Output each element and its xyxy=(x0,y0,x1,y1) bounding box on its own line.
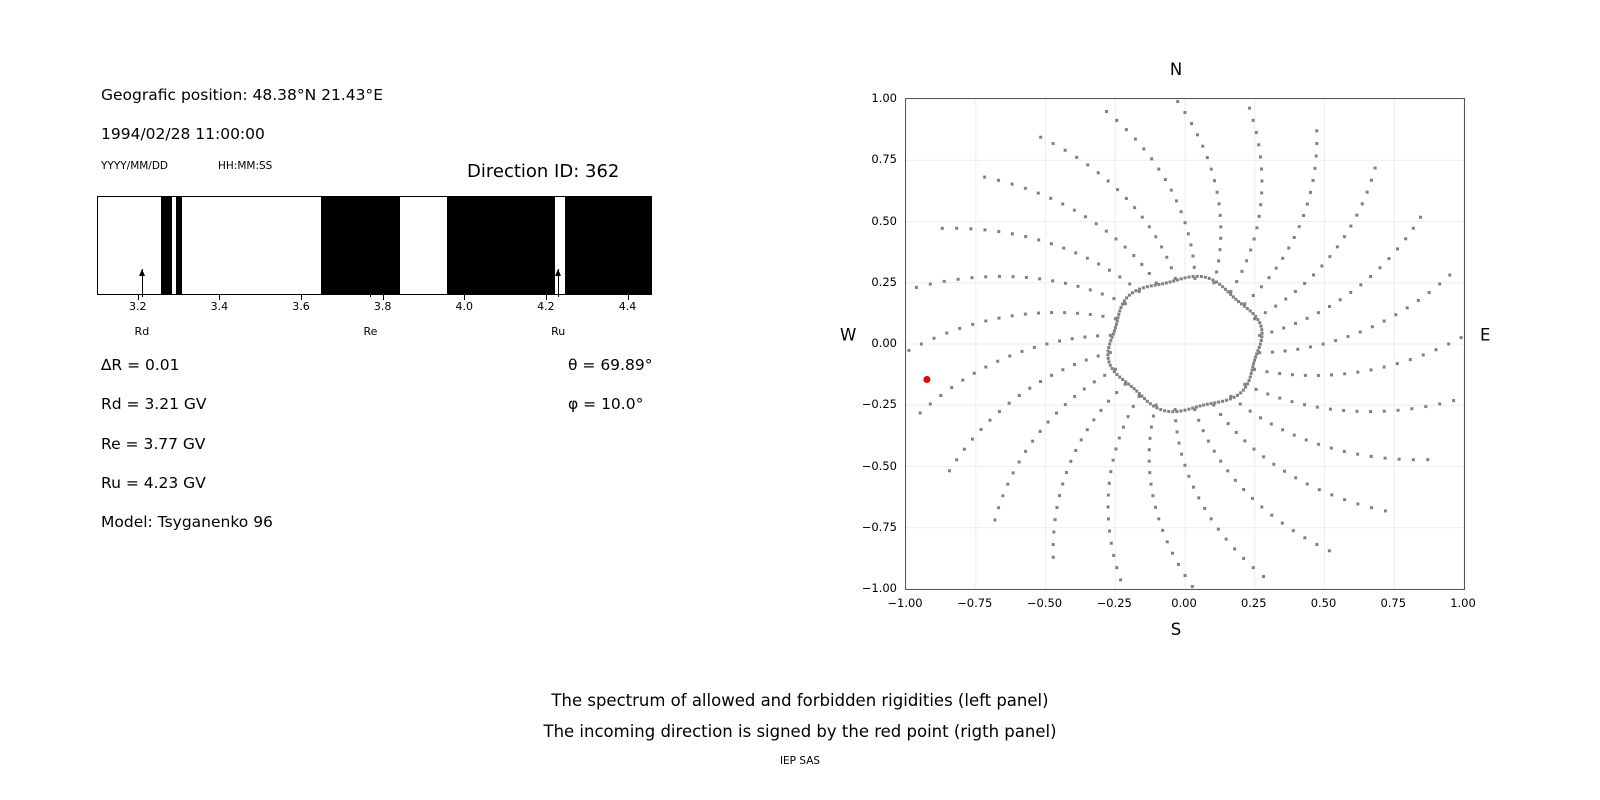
axis-tick-label: 4.2 xyxy=(537,300,555,313)
y-axis-tick-label: −0.50 xyxy=(861,458,897,473)
marker-label-re: Re xyxy=(363,325,378,338)
compass-east-label: E xyxy=(1480,325,1491,345)
spectrum-band xyxy=(97,196,652,295)
axis-tick-label: 3.6 xyxy=(292,300,310,313)
x-axis-tick-label: −0.50 xyxy=(1026,596,1063,610)
forbidden-band xyxy=(176,197,182,294)
spectrum-x-axis xyxy=(97,295,652,338)
y-axis-tick-label: −0.25 xyxy=(861,397,897,412)
date-format-hint: YYYY/MM/DD xyxy=(101,160,169,172)
incoming-direction-point xyxy=(923,376,930,383)
y-axis-tick-label: −0.75 xyxy=(861,519,897,534)
caption-line-1: The spectrum of allowed and forbidden rigidities (left panel) xyxy=(551,691,1049,710)
caption-line-2: The incoming direction is signed by the red point (rigth panel) xyxy=(543,722,1057,741)
x-axis-tick-label: −0.25 xyxy=(1096,596,1132,610)
marker-ru xyxy=(558,269,559,297)
rd-value: Rd = 3.21 GV xyxy=(101,395,207,413)
rigidity-spectrum-chart xyxy=(97,196,652,295)
time-format-hint: HH:MM:SS xyxy=(218,160,273,172)
direction-scatter-plot xyxy=(905,98,1465,590)
phi-value: φ = 10.0° xyxy=(568,395,644,413)
marker-label-ru: Ru xyxy=(551,325,566,338)
y-axis-tick-label: 1.00 xyxy=(871,91,897,105)
geographic-position-label: Geografic position: 48.38°N 21.43°E xyxy=(101,86,384,104)
x-axis-tick-label: 0.50 xyxy=(1310,596,1337,610)
compass-north-label: N xyxy=(1169,60,1183,79)
direction-id-label: Direction ID: 362 xyxy=(467,161,620,182)
forbidden-band xyxy=(161,197,171,294)
x-axis-tick-label: 0.00 xyxy=(1171,596,1197,610)
direction-polar-panel xyxy=(820,40,1560,640)
x-axis-tick-label: −0.75 xyxy=(957,596,993,610)
axis-tick-label: 3.2 xyxy=(129,300,147,313)
scatter-svg xyxy=(906,99,1464,589)
delta-r-value: ∆R = 0.01 xyxy=(101,356,180,374)
axis-tick-label: 3.8 xyxy=(373,300,392,313)
y-axis-tick-label: 0.00 xyxy=(871,336,897,350)
axis-tick-label: 4.4 xyxy=(618,300,637,313)
y-axis-tick-label: 0.25 xyxy=(871,274,897,289)
x-axis-tick-label: 0.75 xyxy=(1380,596,1407,610)
forbidden-band xyxy=(447,197,555,294)
forbidden-band xyxy=(565,197,652,294)
x-axis-tick-label: −1.00 xyxy=(887,596,923,610)
re-value: Re = 3.77 GV xyxy=(101,435,206,453)
compass-south-label: S xyxy=(1170,620,1182,639)
axis-tick-label: 4.0 xyxy=(455,300,474,313)
y-axis-tick-label: 0.75 xyxy=(871,152,897,167)
figure-caption xyxy=(0,685,1600,747)
datetime-label: 1994/02/28 11:00:00 xyxy=(101,125,265,143)
credit-label: IEP SAS xyxy=(779,755,821,767)
x-axis-tick-label: 0.25 xyxy=(1240,596,1267,610)
model-value: Model: Tsyganenko 96 xyxy=(101,513,273,531)
forbidden-band xyxy=(321,197,401,294)
marker-re xyxy=(370,269,371,297)
ru-value: Ru = 4.23 GV xyxy=(101,474,206,492)
axis-tick-label: 3.4 xyxy=(210,300,229,313)
compass-west-label: W xyxy=(840,325,857,345)
spectrum-panel xyxy=(0,0,760,660)
theta-value: θ = 69.89° xyxy=(568,356,653,374)
y-axis-tick-label: −1.00 xyxy=(861,581,897,595)
x-axis-tick-label: 1.00 xyxy=(1450,596,1476,610)
marker-label-rd: Rd xyxy=(134,325,150,338)
y-axis-tick-label: 0.50 xyxy=(871,213,897,228)
marker-rd xyxy=(142,269,143,297)
